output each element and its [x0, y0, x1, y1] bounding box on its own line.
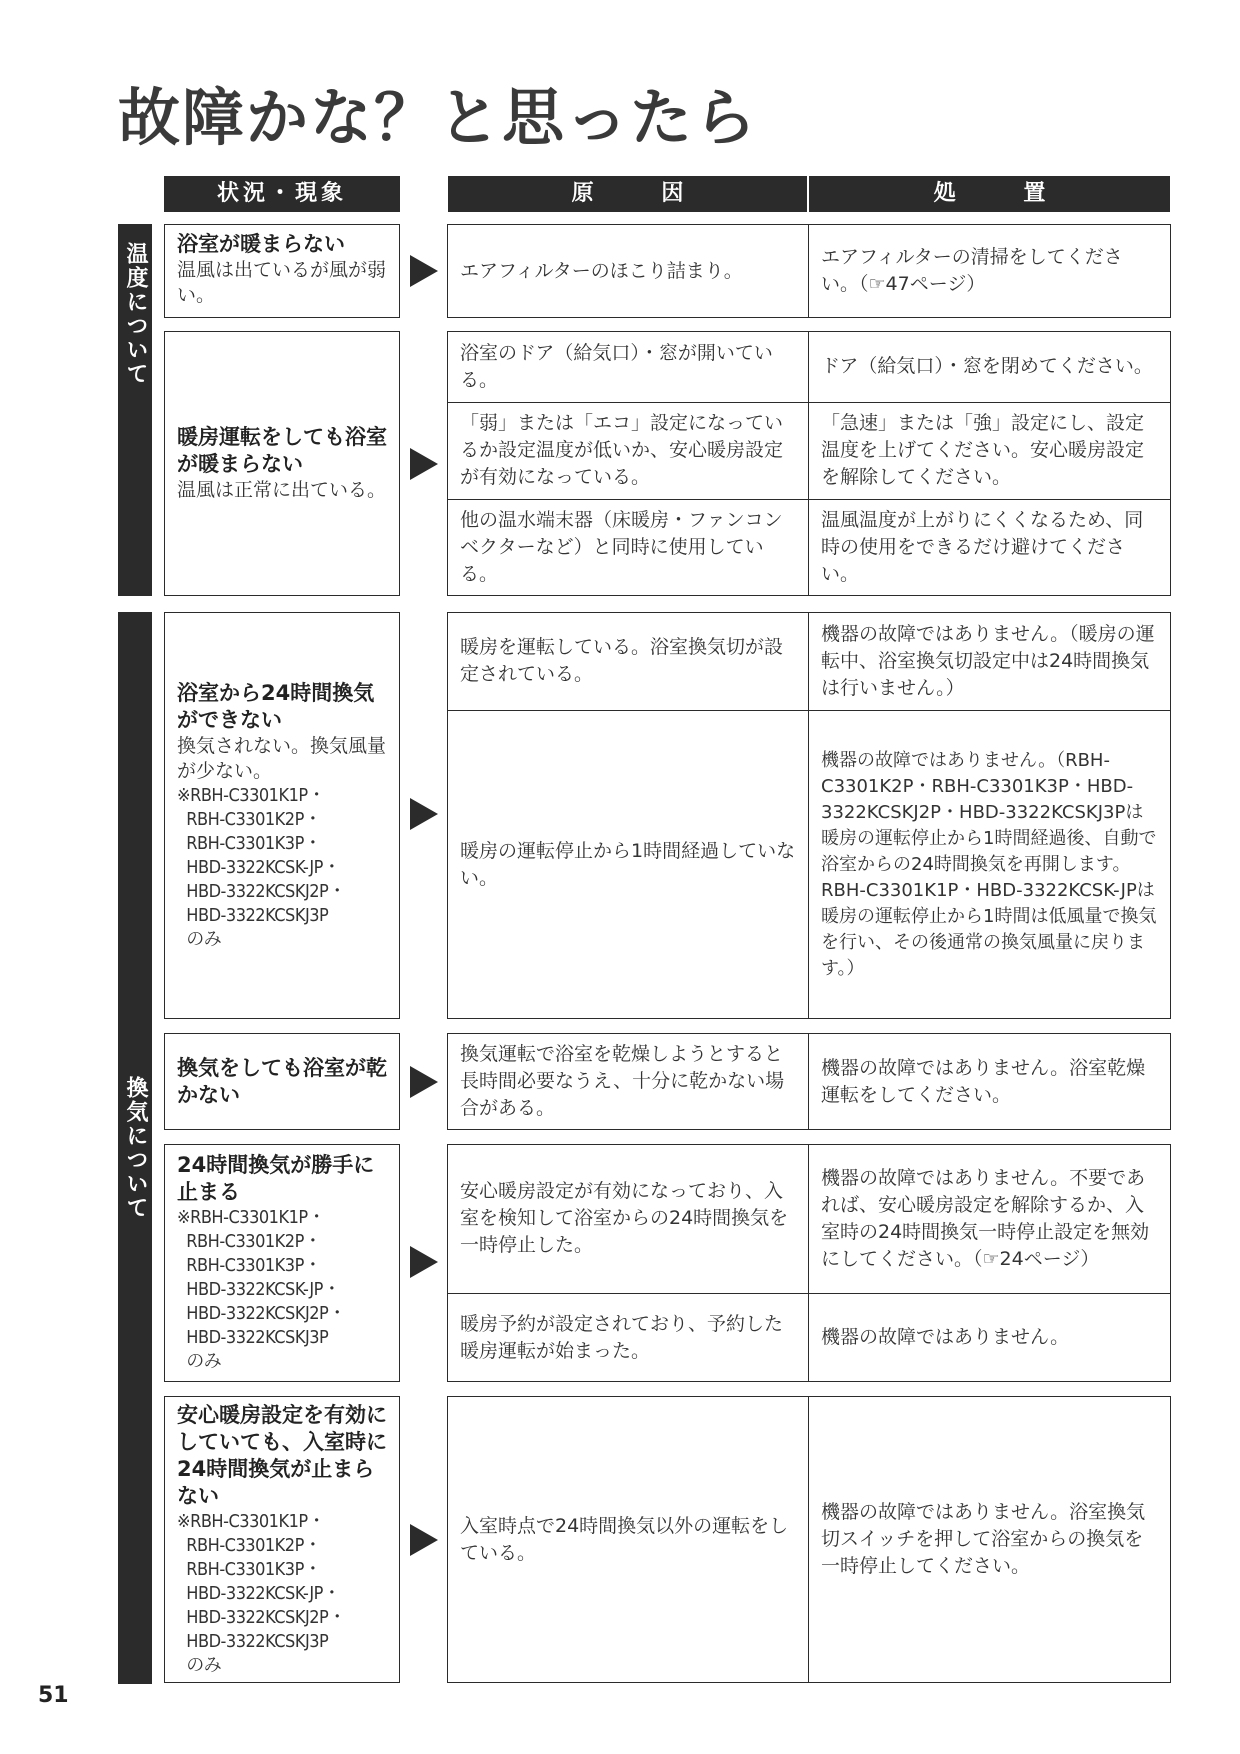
remedy-cell: 機器の故障ではありません。浴室換気切スイッチを押して浴室からの換気を一時停止してください。 [808, 1396, 1170, 1683]
situation-desc: 換気されない。換気風量が少ない。 [177, 734, 387, 782]
situation-heading: 浴室が暖まらない [177, 232, 345, 256]
arrow-icon [410, 448, 438, 480]
arrow-icon [410, 1524, 438, 1556]
situation-box [164, 1144, 400, 1382]
situation-desc: 温風は出ているが風が弱い。 [177, 259, 387, 306]
arrow-icon [410, 798, 438, 830]
arrow-icon [410, 1246, 438, 1278]
cause-cell: 暖房の運転停止から1時間経過していない。 [460, 839, 796, 889]
cause-cell: 他の温水端末器（床暖房・ファンコンベクターなど）と同時に使用している。 [460, 509, 783, 585]
remedy-cell: 温風温度が上がりにくくなるため、同時の使用をできるだけ避けてください。 [808, 499, 1170, 596]
remedy-cell: 機器の故障ではありません。（暖房の運転中、浴室換気切設定中は24時間換気は行いません。） [808, 612, 1170, 710]
cause-cell: 暖房予約が設定されており、予約した暖房運転が始まった。 [460, 1312, 784, 1362]
arrow-icon [410, 255, 438, 287]
cause-cell: 入室時点で24時間換気以外の運転をしている。 [460, 1514, 789, 1564]
situation-box [164, 612, 400, 1019]
header-cause: 原 因 [448, 176, 807, 212]
arrow-icon [410, 1066, 438, 1098]
situation-heading: 安心暖房設定を有効にしていても、入室時に24時間換気が止まらない [177, 1402, 387, 1508]
remedy-cell: 機器の故障ではありません。浴室乾燥運転をしてください。 [808, 1033, 1170, 1130]
model-note: ※RBH-C3301K1P・ RBH-C3301K2P・ RBH-C3301K3P・ HBD-3322KCSK-JP・ HBD-3322KCSKJ2P・ HBD-3322KCSKJ3P のみ [177, 1207, 346, 1372]
remedy-cell: ドア（給気口）・窓を閉めてください。 [808, 331, 1170, 402]
header-remedy: 処 置 [809, 176, 1170, 212]
situation-desc: 温風は正常に出ている。 [177, 479, 387, 501]
remedy-cell: エアフィルターの清掃をしてください。（☞47ページ） [808, 224, 1170, 318]
cause-cell: エアフィルターのほこり詰まり。 [460, 259, 743, 282]
section-label-ventilation: 換気について [118, 612, 152, 1684]
cause-cell: 浴室のドア（給気口）・窓が開いている。 [460, 341, 773, 391]
situation-heading: 暖房運転をしても浴室が暖まらない [177, 425, 387, 476]
remedy-cell: 機器の故障ではありません。（RBH-C3301K2P・RBH-C3301K3P・HBD-3322KCSKJ2P・HBD-3322KCSKJ3Pは暖房の運転停止から1時間経過後、自動で浴室からの24時間換気を再開します。RBH-C3301K1P・HBD-3322KCSK-JPは暖房の運転停止から1時間は低風量で換気を行い、その後通常の換気風量に戻ります。） [808, 710, 1170, 1019]
page-title: 故障かな？と思ったら [118, 81, 759, 154]
section-label-temperature: 温度について [118, 224, 152, 596]
model-note: ※RBH-C3301K1P・ RBH-C3301K2P・ RBH-C3301K3P・ HBD-3322KCSK-JP・ HBD-3322KCSKJ2P・ HBD-3322KCSKJ3P のみ [177, 784, 346, 950]
situation-box [164, 224, 400, 318]
situation-heading: 浴室から24時間換気ができない [177, 680, 375, 732]
situation-heading: 換気をしても浴室が乾かない [177, 1055, 387, 1107]
cause-cell: 換気運転で浴室を乾燥しようとすると長時間必要なうえ、十分に乾かない場合がある。 [460, 1043, 785, 1119]
situation-box [164, 1033, 400, 1130]
situation-box [164, 1396, 400, 1683]
cause-cell: 「弱」または「エコ」設定になっているか設定温度が低いか、安心暖房設定が有効になっている。 [460, 412, 784, 488]
remedy-cell: 「急速」または「強」設定にし、設定温度を上げてください。安心暖房設定を解除してください。 [808, 402, 1170, 499]
header-situation: 状況・現象 [164, 176, 400, 212]
page-number: 51 [38, 1683, 69, 1708]
model-note: ※RBH-C3301K1P・ RBH-C3301K2P・ RBH-C3301K3P・ HBD-3322KCSK-JP・ HBD-3322KCSKJ2P・ HBD-3322KCSKJ3P のみ [177, 1510, 346, 1676]
cause-cell: 暖房を運転している。浴室換気切が設定されている。 [460, 636, 784, 685]
remedy-cell: 機器の故障ではありません。不要であれば、安心暖房設定を解除するか、入室時の24時間換気一時停止設定を無効にしてください。（☞24ページ） [808, 1144, 1170, 1293]
remedy-cell: 機器の故障ではありません。 [808, 1293, 1170, 1382]
situation-box [164, 331, 400, 596]
cause-cell: 安心暖房設定が有効になっており、入室を検知して浴室からの24時間換気を一時停止した。 [460, 1180, 789, 1256]
situation-heading: 24時間換気が勝手に止まる [177, 1153, 375, 1204]
